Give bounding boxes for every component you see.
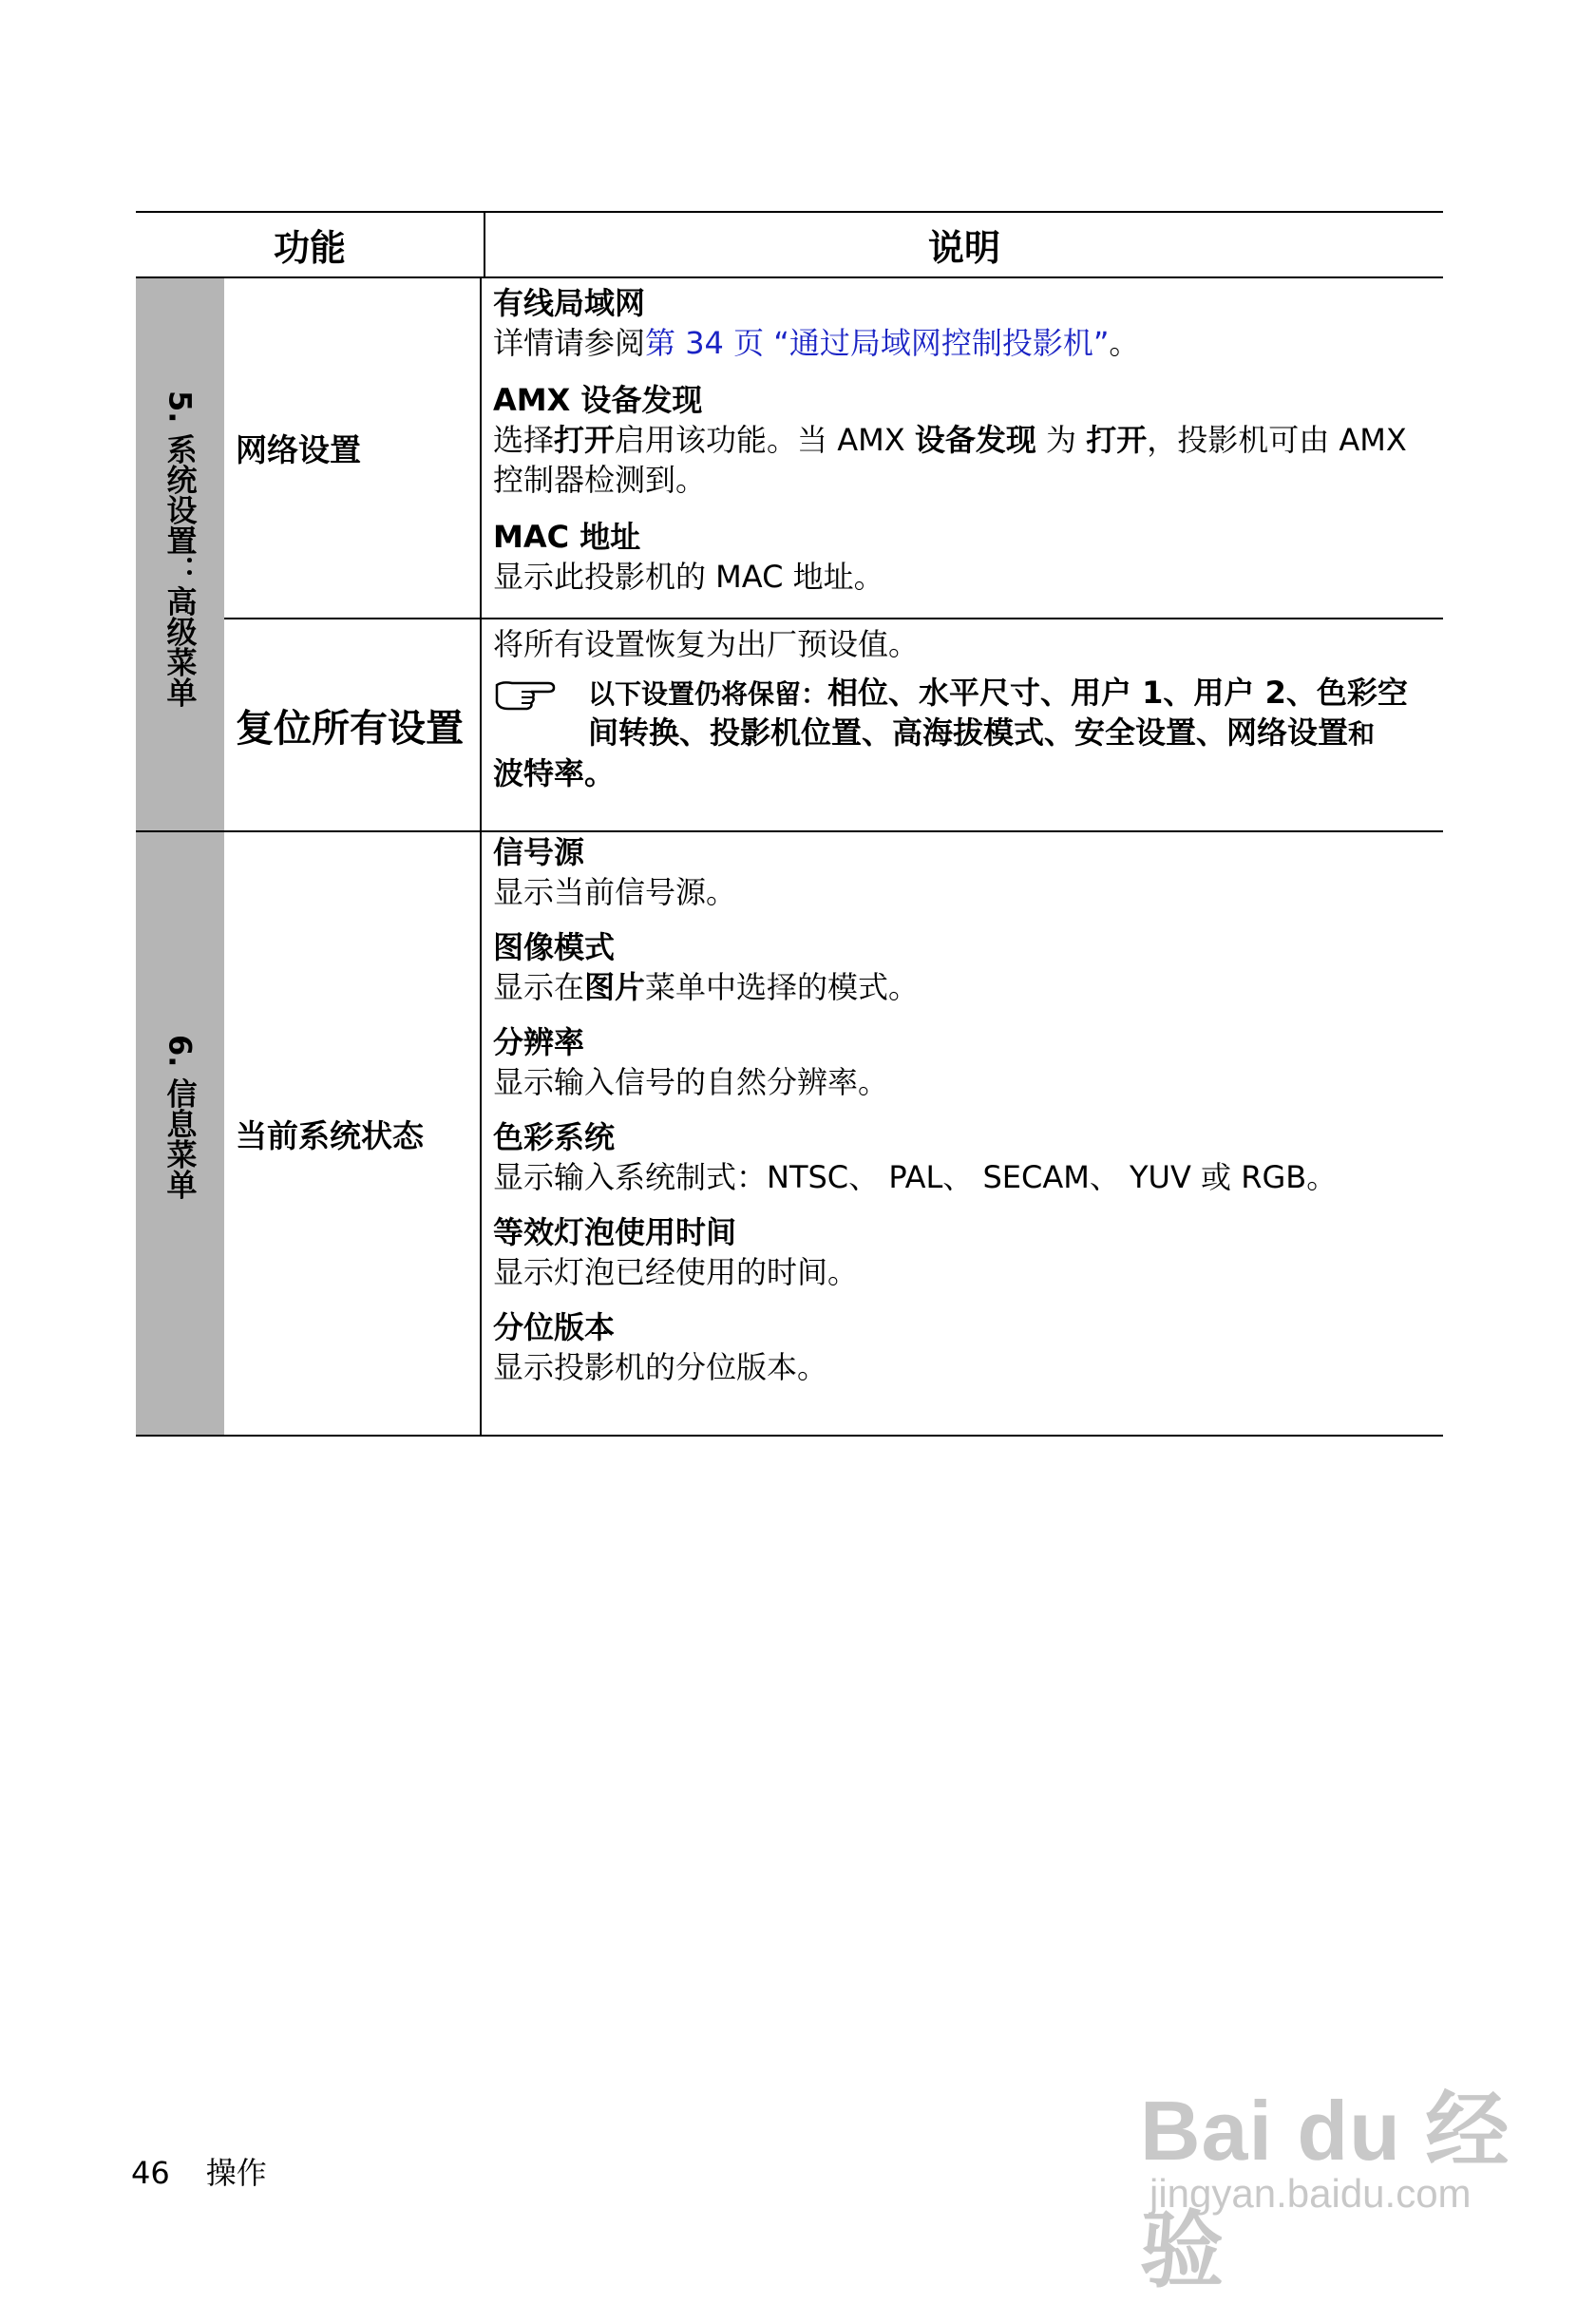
page-footer [131, 2149, 303, 2193]
item-title: 等效灯泡使用时间 [493, 1214, 737, 1250]
item-desc: 显示此投影机的 MAC 地址。 [493, 559, 884, 595]
item-desc: 显示输入信号的自然分辨率。 [493, 1064, 889, 1100]
item-source [493, 832, 1432, 912]
table-row [224, 619, 1443, 830]
watermark-url: jingyan.baidu.com [1150, 2171, 1472, 2216]
item-title: 分辨率 [493, 1024, 585, 1060]
description-cell [482, 619, 1443, 830]
watermark-logo: Bai du 经验 [1140, 2084, 1510, 2297]
desc-part: 为 [1036, 422, 1087, 458]
header-description: 说明 [927, 227, 1000, 269]
item-color-system [493, 1117, 1432, 1197]
item-mac [493, 517, 1432, 597]
desc-part: 选择 [493, 422, 555, 458]
table-header [136, 213, 1443, 278]
table-row [224, 278, 1443, 619]
item-title: MAC 地址 [493, 519, 641, 555]
item-title: 分位版本 [493, 1309, 616, 1345]
item-desc-end: 。 [1109, 325, 1140, 361]
desc-part: 菜单中选择的模式。 [645, 969, 920, 1005]
desc-part: ，投影机可由 AMX 控制器检测到。 [493, 422, 1407, 498]
desc-part: 启用该功能。当 AMX [615, 422, 915, 458]
desc-part: 图片 [584, 969, 646, 1005]
desc-part: 打开 [554, 422, 616, 458]
table-row [224, 832, 1443, 1435]
page-link[interactable]: 第 34 页 “通过局域网控制投影机” [645, 325, 1110, 361]
item-title: 有线局域网 [493, 285, 646, 321]
item-title: 色彩系统 [493, 1119, 616, 1155]
item-title: AMX 设备发现 [493, 382, 703, 418]
item-desc: 详情请参阅 [493, 325, 646, 361]
side-label: 5. 系统设置：高级菜单 [162, 390, 199, 708]
item-wired-lan [493, 283, 1432, 363]
item-picture-mode [493, 927, 1432, 1007]
item-amx [493, 380, 1432, 500]
side-tab [136, 832, 224, 1435]
item-title: 信号源 [493, 834, 585, 870]
note [493, 674, 1432, 753]
note-body: 相位、水平尺寸、用户 1、用户 2、色彩空间转换、投影机位置、高海拔模式、安全设置、网络设置 [588, 675, 1408, 751]
function-name: 复位所有设置 [224, 619, 482, 830]
item-lamp-hours [493, 1212, 1432, 1292]
desc-part: 打开 [1086, 422, 1148, 458]
description-cell [482, 278, 1443, 618]
desc-part: 设备发现 [914, 422, 1036, 458]
pointing-hand-icon [493, 674, 588, 753]
baidu-watermark [1140, 2038, 1520, 2297]
group-advanced-settings [136, 278, 1443, 832]
item-desc: 显示当前信号源。 [493, 874, 737, 910]
page-number: 46 [131, 2155, 170, 2191]
note-prefix: 以下设置仍将保留： [588, 678, 828, 710]
item-desc [493, 420, 1432, 500]
item-desc: 显示输入系统制式：NTSC、 PAL、 SECAM、 YUV 或 RGB。 [493, 1159, 1338, 1195]
item-desc: 显示投影机的分位版本。 [493, 1349, 828, 1385]
item-firmware [493, 1307, 1432, 1387]
note-end: 和 [1348, 718, 1376, 750]
item-desc [493, 967, 1432, 1007]
header-function: 功能 [136, 213, 485, 276]
function-name: 网络设置 [224, 278, 482, 618]
section-name: 操作 [205, 2155, 267, 2191]
item-resolution [493, 1022, 1432, 1102]
description-cell [482, 832, 1443, 1435]
note-tail: 波特率。 [493, 755, 616, 791]
item-desc: 显示灯泡已经使用的时间。 [493, 1254, 859, 1290]
side-tab [136, 278, 224, 830]
group-info-menu [136, 832, 1443, 1435]
item-desc: 将所有设置恢复为出厂预设值。 [493, 626, 920, 662]
item-title: 图像模式 [493, 929, 616, 965]
function-table [136, 211, 1443, 1437]
function-name: 当前系统状态 [224, 832, 482, 1435]
side-label: 6. 信息菜单 [162, 1035, 199, 1200]
desc-part: 显示在 [493, 969, 585, 1005]
